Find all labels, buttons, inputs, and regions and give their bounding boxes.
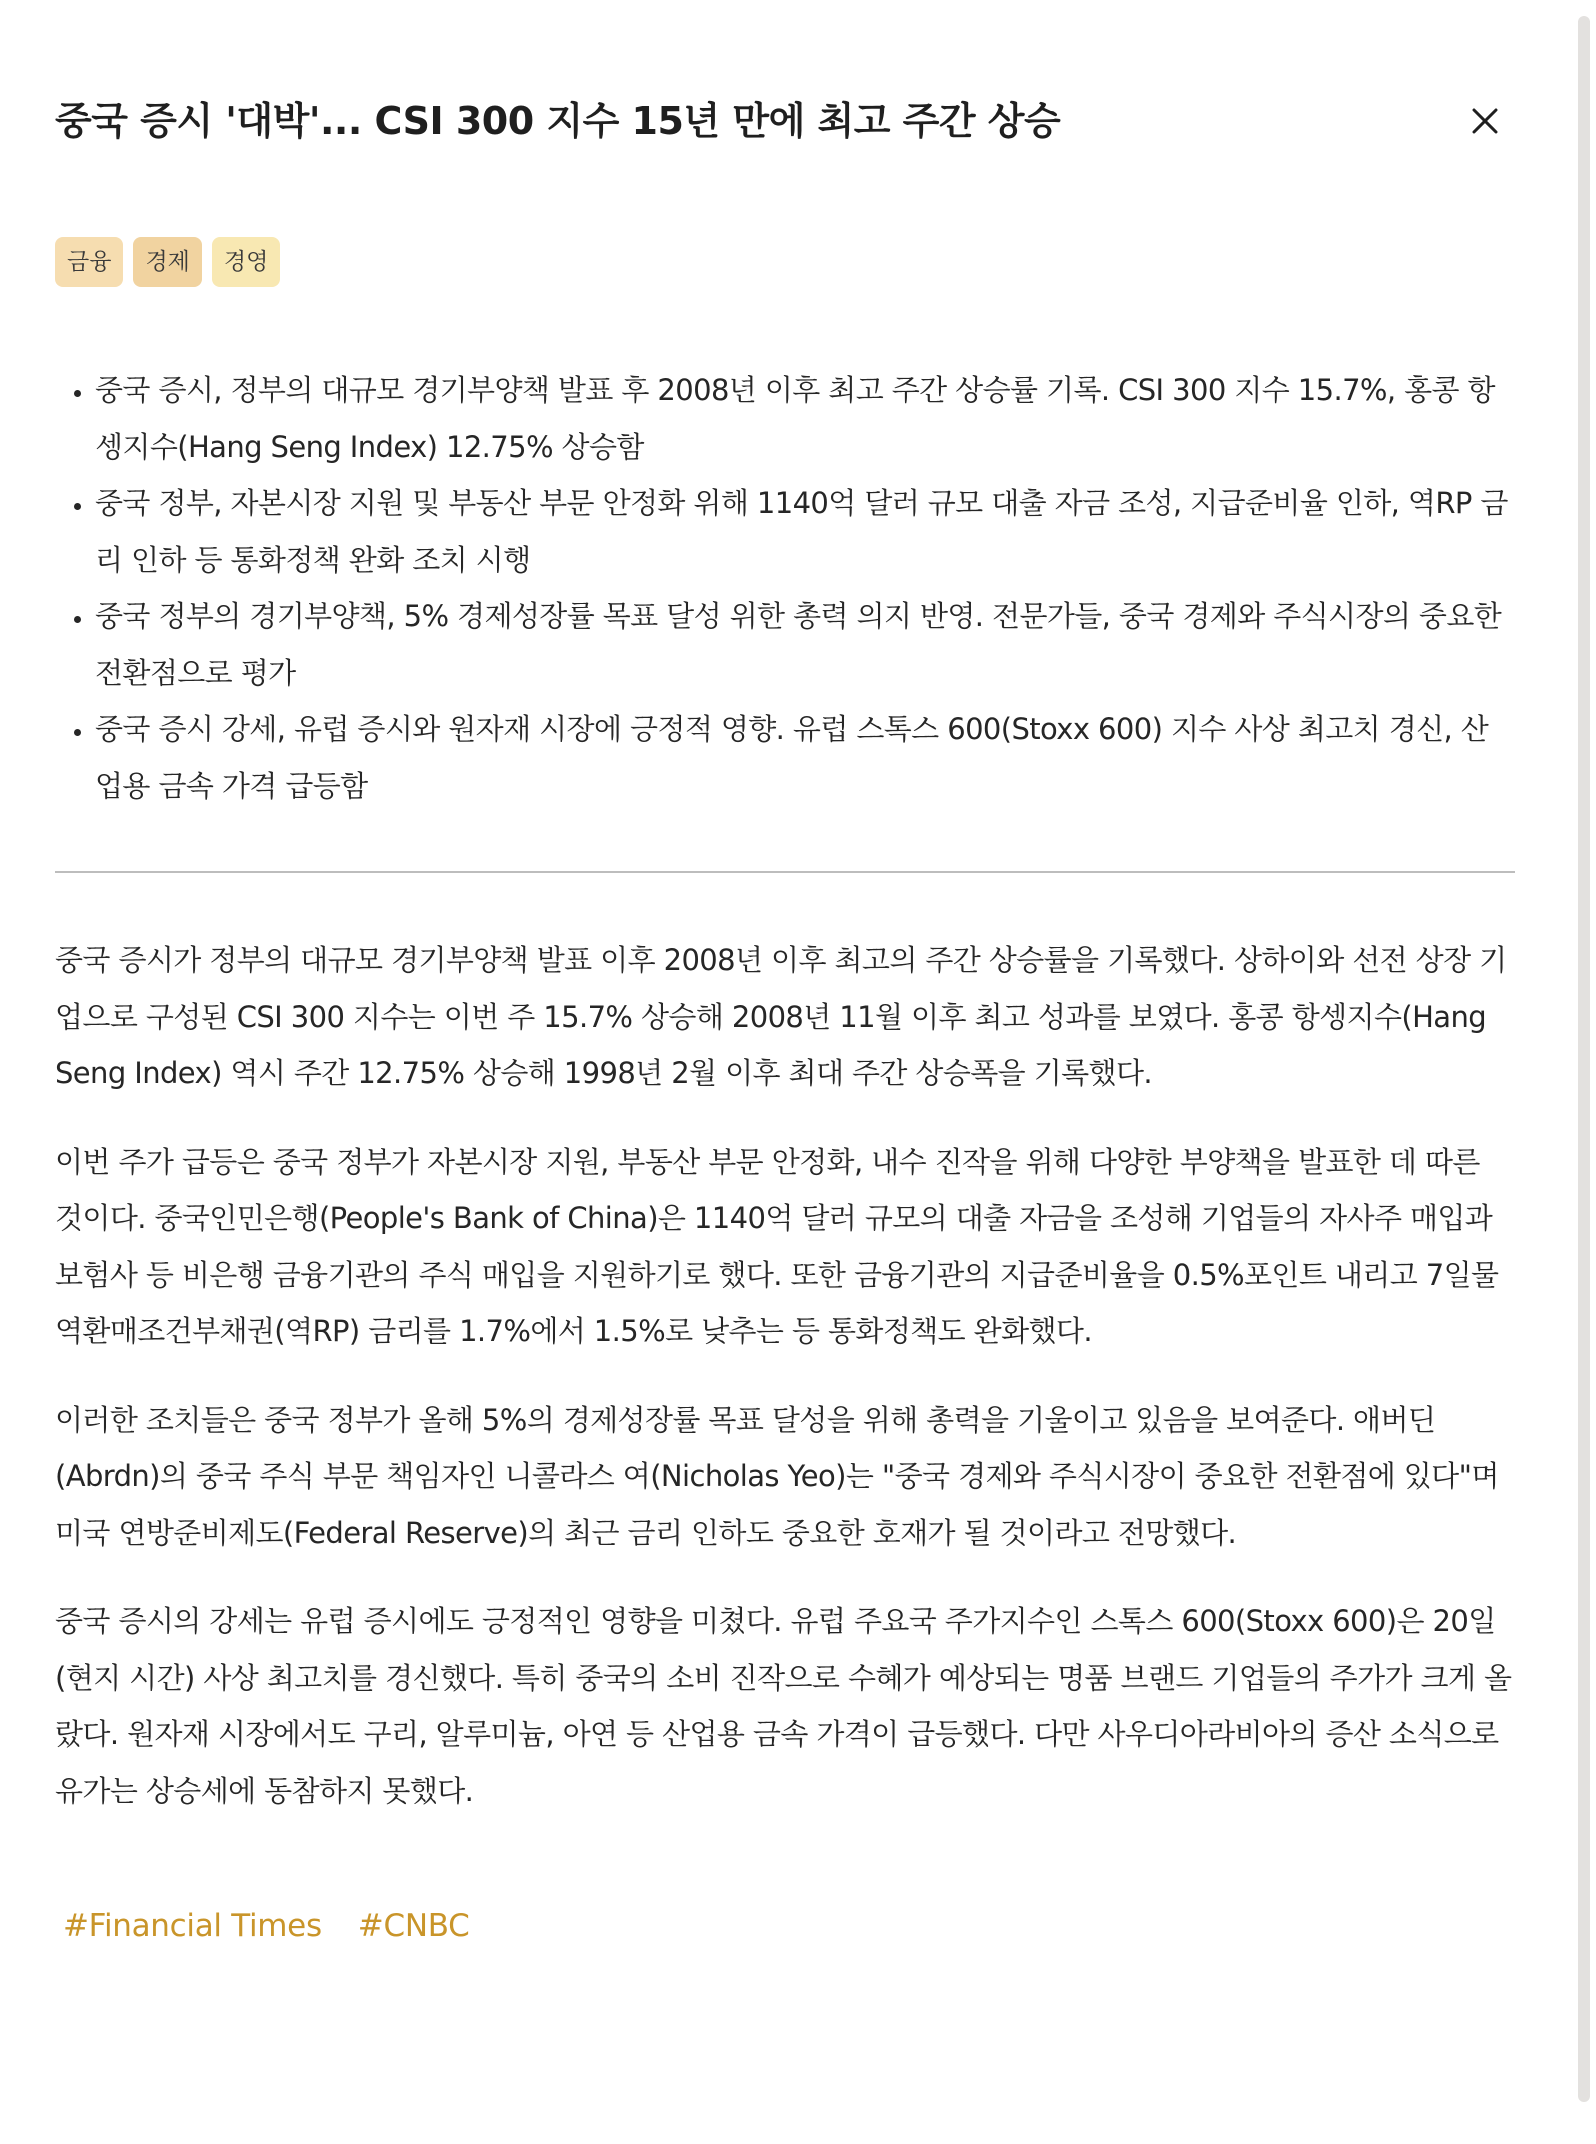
article-header (55, 92, 1515, 150)
tag-economy[interactable]: 경제 (133, 237, 201, 287)
divider (55, 871, 1515, 873)
body-paragraph: 중국 증시의 강세는 유럽 증시에도 긍정적인 영향을 미쳤다. 유럽 주요국 주가지수인 스톡스 600(Stoxx 600)은 20일(현지 시간) 사상 최고치를 경신했다. 특히 중국의 소비 진작으로 수혜가 예상되는 명품 브랜드 기업들의 주가가 크게 올랐다. 원자재 시장에서도 구리, 알루미늄, 아연 등 산업용 금속 가격이 급등했다. 다만 사우디아라비아의 증산 소식으로 유가는 상승세에 동참하지 못했다. (55, 1604, 1512, 1808)
body-paragraph: 이번 주가 급등은 중국 정부가 자본시장 지원, 부동산 부문 안정화, 내수 진작을 위해 다양한 부양책을 발표한 데 따른 것이다. 중국인민은행(People's Bank of China)은 1140억 달러 규모의 대출 자금을 조성해 기업들의 자사주 매입과 보험사 등 비은행 금융기관의 주식 매입을 지원하기로 했다. 또한 금융기관의 지급준비율을 0.5%포인트 내리고 7일물 역환매조건부채권(역RP) 금리를 1.7%에서 1.5%로 낮추는 등 통화정책도 완화했다. (55, 1144, 1499, 1348)
source-link-cnbc[interactable]: #CNBC (357, 1908, 470, 1944)
source-hashtags (63, 1903, 469, 1949)
summary-item: • 중국 정부, 자본시장 지원 및 부동산 부문 안정화 위해 1140억 달러 규모 대출 자금 조성, 지급준비율 인하, 역RP 금리 인하 등 통화정책 완화 조치 시행 (95, 475, 1515, 588)
close-button[interactable] (1457, 93, 1513, 149)
article-title: 중국 증시 '대박'... CSI 300 지수 15년 만에 최고 주간 상승 (55, 99, 1061, 143)
body-paragraph: 중국 증시가 정부의 대규모 경기부양책 발표 이후 2008년 이후 최고의 주간 상승률을 기록했다. 상하이와 선전 상장 기업으로 구성된 CSI 300 지수는 이번 주 15.7% 상승해 2008년 11월 이후 최고 성과를 보였다. 홍콩 항셍지수(Hang Seng Index) 역시 주간 12.75% 상승해 1998년 2월 이후 최대 주간 상승폭을 기록했다. (55, 943, 1507, 1090)
tag-management[interactable]: 경영 (212, 237, 280, 287)
category-tags (55, 237, 280, 287)
source-link-financial-times[interactable]: #Financial Times (63, 1908, 322, 1944)
tag-finance[interactable]: 금융 (55, 237, 123, 287)
body-paragraph: 이러한 조치들은 중국 정부가 올해 5%의 경제성장률 목표 달성을 위해 총력을 기울이고 있음을 보여준다. 애버딘(Abrdn)의 중국 주식 부문 책임자인 니콜라스 여(Nicholas Yeo)는 "중국 경제와 주식시장이 중요한 전환점에 있다"며 미국 연방준비제도(Federal Reserve)의 최근 금리 인하도 중요한 호재가 될 것이라고 전망했다. (55, 1402, 1499, 1550)
summary-item: • 중국 증시 강세, 유럽 증시와 원자재 시장에 긍정적 영향. 유럽 스톡스 600(Stoxx 600) 지수 사상 최고치 경신, 산업용 금속 가격 급등함 (95, 701, 1515, 814)
article-body (55, 932, 1515, 1851)
summary-item: • 중국 정부의 경기부양책, 5% 경제성장률 목표 달성 위한 총력 의지 반영. 전문가들, 중국 경제와 주식시장의 중요한 전환점으로 평가 (95, 588, 1515, 701)
scrollbar-thumb[interactable] (1578, 16, 1590, 2102)
close-icon (1470, 106, 1500, 136)
scrollbar[interactable] (1572, 0, 1596, 2144)
summary-list (55, 362, 1515, 814)
summary-item: • 중국 증시, 정부의 대규모 경기부양책 발표 후 2008년 이후 최고 주간 상승률 기록. CSI 300 지수 15.7%, 홍콩 항셍지수(Hang Seng Index) 12.75% 상승함 (95, 362, 1515, 475)
